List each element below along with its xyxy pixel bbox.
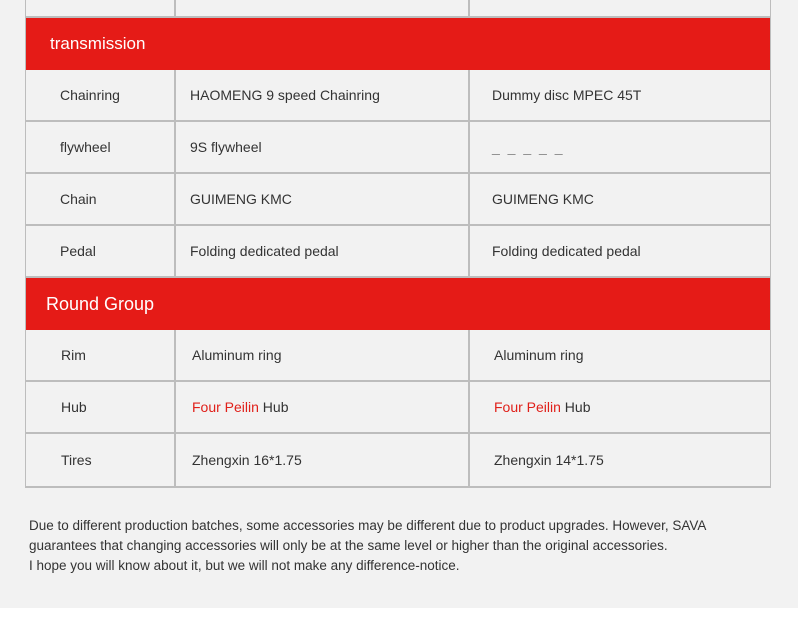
part-value: Dummy disc MPEC 45T bbox=[492, 87, 642, 103]
part-value: Folding dedicated pedal bbox=[176, 226, 470, 276]
notice-line: I hope you will know about it, but we will not make any difference-notice. bbox=[29, 558, 460, 573]
part-value: HAOMENG 9 speed Chainring bbox=[176, 70, 470, 120]
table-row bbox=[26, 70, 770, 122]
part-suffix: Hub bbox=[560, 399, 591, 415]
part-value: Aluminum ring bbox=[176, 330, 470, 380]
part-value: Zhengxin 16*1.75 bbox=[176, 434, 470, 486]
part-value: Zhengxin 14*1.75 bbox=[494, 452, 604, 468]
brand-name: Four Peilin bbox=[192, 399, 259, 415]
part-value bbox=[470, 382, 770, 432]
part-name: Tires bbox=[26, 434, 176, 486]
part-name: Rim bbox=[26, 330, 176, 380]
part-name: Chain bbox=[26, 174, 176, 224]
section-title: Round Group bbox=[46, 293, 155, 314]
part-value: 9S flywheel bbox=[176, 122, 470, 172]
brand-name: Four Peilin bbox=[494, 399, 561, 415]
part-name: Pedal bbox=[26, 226, 176, 276]
part-value bbox=[176, 382, 470, 432]
table-row-top-partial bbox=[26, 0, 770, 18]
section-header-round-group bbox=[26, 278, 770, 330]
table-row bbox=[26, 382, 770, 434]
section-header-transmission bbox=[26, 18, 770, 70]
table-row bbox=[26, 122, 770, 174]
table-row bbox=[26, 330, 770, 382]
notice-line: guarantees that changing accessories will only be at the same level or higher than the original accessories. bbox=[29, 538, 668, 553]
part-value-empty: _ _ _ _ _ bbox=[492, 139, 565, 155]
table-row bbox=[26, 174, 770, 226]
spec-table bbox=[25, 0, 771, 488]
part-value: GUIMENG KMC bbox=[492, 191, 594, 207]
table-row bbox=[26, 434, 770, 486]
part-name: Hub bbox=[26, 382, 176, 432]
part-value: Folding dedicated pedal bbox=[492, 243, 641, 259]
part-name: Chainring bbox=[26, 70, 176, 120]
part-name: flywheel bbox=[26, 122, 176, 172]
part-value: Aluminum ring bbox=[494, 347, 584, 363]
notice-line: Due to different production batches, some accessories may be different due to product upgrades. However, SAVA bbox=[29, 518, 707, 533]
bottom-band bbox=[0, 608, 798, 633]
table-row bbox=[26, 226, 770, 278]
part-value: GUIMENG KMC bbox=[176, 174, 470, 224]
section-title: transmission bbox=[50, 34, 146, 53]
disclaimer-notice bbox=[29, 516, 769, 576]
part-suffix: Hub bbox=[258, 399, 289, 415]
